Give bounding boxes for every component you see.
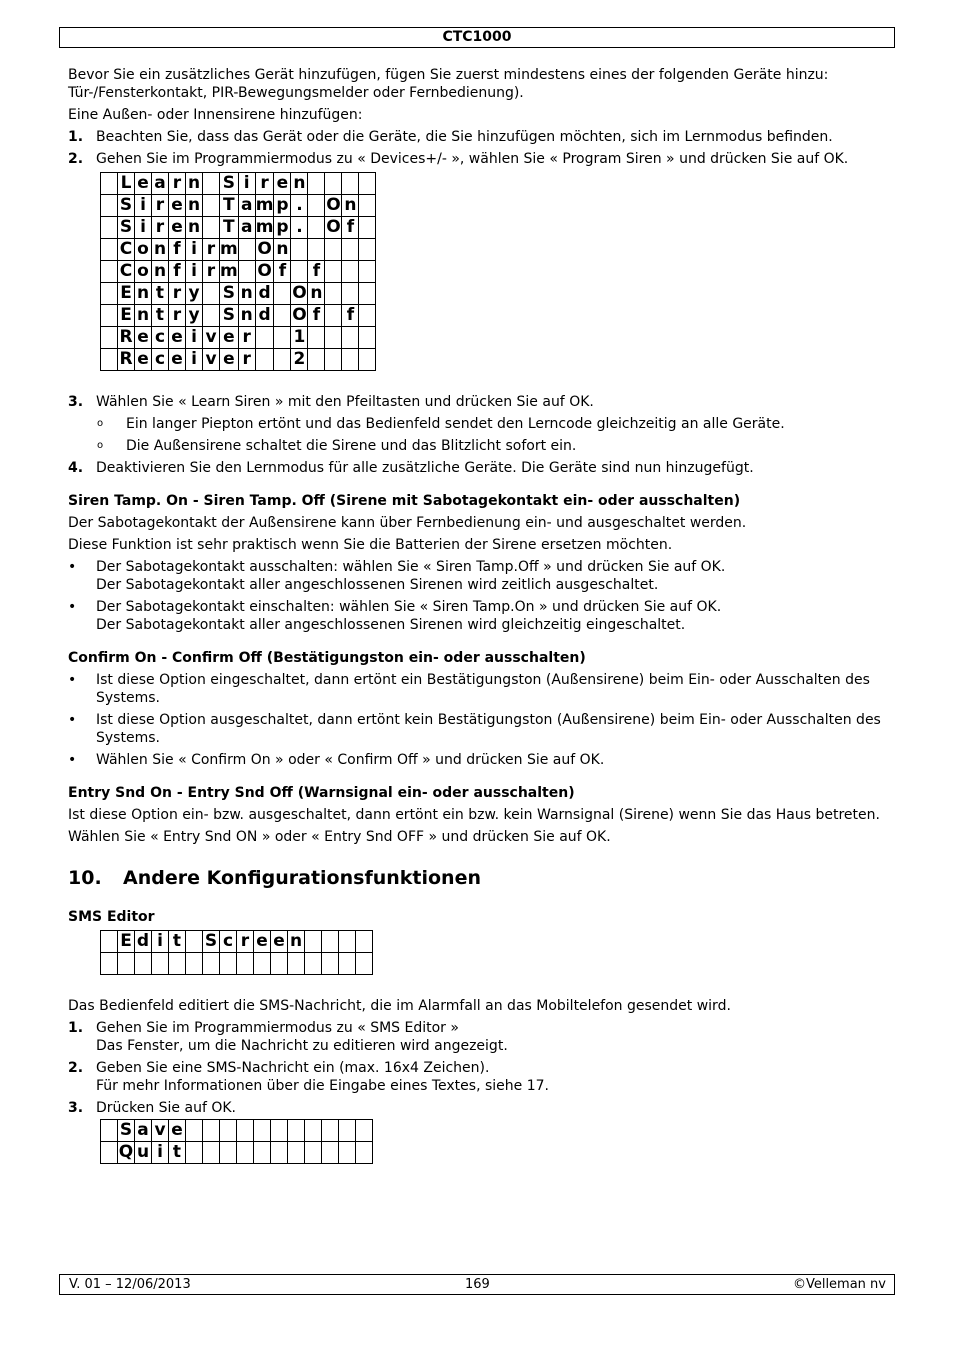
lcd-cell	[325, 349, 342, 371]
lcd-cell	[203, 173, 220, 195]
lcd-cell	[220, 953, 237, 975]
intro-paragraph: Bevor Sie ein zusätzliches Gerät hinzufügen, fügen Sie zuerst mindestens eines der folgenden Geräte hinzu: Tür-/Fensterkontakt, PIR-Bewegungsmelder oder Fernbedienung).	[68, 67, 829, 101]
step-item	[68, 1059, 888, 1095]
lcd-cell: c	[152, 349, 169, 371]
lcd-cell	[356, 953, 373, 975]
lcd-cell	[288, 1120, 305, 1142]
lcd-cell: n	[186, 173, 203, 195]
lcd-cell	[308, 217, 325, 239]
lcd-cell: m	[255, 195, 274, 215]
lcd-cell: r	[169, 173, 186, 195]
bullet-text: Wählen Sie « Confirm On » oder « Confirm Off » und drücken Sie auf OK.	[96, 752, 605, 768]
body-paragraph: Diese Funktion ist sehr praktisch wenn Sie die Batterien der Sirene ersetzen möchten.	[68, 537, 673, 553]
lcd-cell: t	[169, 931, 186, 953]
lcd-cell	[342, 173, 359, 195]
lcd-cell: n	[238, 305, 255, 327]
lcd-row	[101, 305, 376, 327]
lcd-cell: T	[220, 195, 239, 217]
lcd-cell: y	[186, 305, 203, 327]
lcd-cell: i	[152, 931, 169, 953]
lcd-cell: r	[238, 349, 255, 371]
bullet-text: Der Sabotagekontakt ausschalten: wählen Sie « Siren Tamp.Off » und drücken Sie auf OK.	[96, 559, 726, 575]
lcd-cell: n	[135, 283, 152, 305]
lcd-cell: e	[220, 327, 239, 349]
step-text: Deaktivieren Sie den Lernmodus für alle zusätzliche Geräte. Die Geräte sind nun hinzugefügt.	[96, 460, 754, 476]
lcd-cell	[342, 283, 359, 305]
lcd-cell	[101, 261, 118, 283]
step-number: 3.	[68, 394, 84, 410]
lcd-cell: E	[118, 931, 135, 953]
lcd-cell	[203, 195, 220, 217]
lcd-cell: f	[342, 217, 359, 239]
lcd-cell	[325, 239, 342, 261]
lcd-cell: v	[152, 1120, 169, 1142]
step-text: Drücken Sie auf OK.	[96, 1100, 236, 1116]
lcd-cell: C	[118, 239, 135, 261]
lcd-cell	[186, 1120, 203, 1142]
step-number: 4.	[68, 460, 84, 476]
lcd-cell: n	[291, 173, 308, 195]
lcd-cell	[288, 953, 305, 975]
step-item	[68, 393, 888, 411]
lcd-cell	[220, 1142, 237, 1164]
step-number: 3.	[68, 1100, 84, 1116]
bullet-item	[68, 671, 888, 707]
lcd-cell: r	[152, 217, 169, 239]
lcd-cell	[220, 1120, 237, 1142]
lcd-cell	[203, 283, 220, 305]
step-item	[68, 1099, 888, 1117]
step-text: Das Fenster, um die Nachricht zu editieren wird angezeigt.	[96, 1038, 508, 1054]
lcd-cell: f	[308, 261, 325, 283]
lcd-cell: e	[274, 173, 291, 195]
lcd-cell: T	[220, 217, 239, 239]
circle-bullet-icon: o	[97, 440, 104, 451]
lcd-cell: i	[186, 261, 203, 283]
lcd-cell: .	[291, 217, 308, 239]
lcd-cell	[322, 1142, 339, 1164]
lcd-cell: S	[118, 1120, 135, 1142]
lcd-display-save-quit	[100, 1119, 373, 1164]
lcd-cell	[203, 953, 220, 975]
lcd-cell	[118, 953, 135, 975]
step-text: Gehen Sie im Programmiermodus zu « Devices+/- », wählen Sie « Program Siren » und drücken Sie auf OK.	[96, 151, 849, 167]
lcd-cell: e	[169, 217, 186, 239]
lcd-cell	[342, 327, 359, 349]
lcd-cell	[359, 195, 376, 217]
lcd-cell: S	[118, 195, 135, 217]
lcd-cell: t	[152, 305, 169, 327]
lcd-cell	[271, 953, 288, 975]
lcd-cell	[342, 349, 359, 371]
chapter-number: 10.	[68, 867, 102, 889]
lcd-cell: O	[326, 195, 341, 215]
bullet-item	[68, 598, 888, 634]
lcd-cell	[254, 1120, 271, 1142]
lcd-cell: i	[135, 195, 152, 217]
lcd-cell	[274, 327, 291, 349]
lcd-cell	[359, 173, 376, 195]
lcd-cell: e	[169, 1120, 186, 1142]
bullet-text: Ist diese Option ausgeschaltet, dann ertönt kein Bestätigungston (Außensirene) beim Ein- oder Ausschalten des Systems.	[96, 712, 881, 746]
step-item	[68, 128, 888, 146]
lcd-cell	[288, 1142, 305, 1164]
bullet-icon: •	[68, 672, 77, 688]
lcd-cell: a	[152, 173, 169, 195]
bullet-icon: •	[68, 752, 77, 768]
lcd-cell: n	[152, 239, 169, 261]
lcd-cell	[359, 217, 376, 239]
lcd-cell	[325, 327, 342, 349]
lcd-cell: R	[119, 327, 133, 347]
lcd-cell	[255, 349, 274, 371]
lcd-cell	[274, 349, 291, 371]
step-number: 2.	[68, 1060, 84, 1076]
bullet-text: Der Sabotagekontakt aller angeschlossenen Sirenen wird gleichzeitig eingeschaltet.	[96, 617, 686, 633]
sub-item-text: Ein langer Piepton ertönt und das Bedienfeld sendet den Lerncode gleichzeitig an alle Geräte.	[126, 416, 785, 432]
lcd-row	[101, 1142, 373, 1164]
lcd-cell	[339, 1142, 356, 1164]
chapter-title: Andere Konfigurationsfunktionen	[123, 867, 481, 889]
lcd-cell: e	[169, 327, 186, 349]
lcd-cell: r	[238, 327, 255, 349]
lcd-cell	[101, 1142, 118, 1164]
lcd-cell: e	[135, 173, 152, 195]
lcd-cell	[325, 173, 342, 195]
lcd-cell: O	[255, 261, 274, 283]
section-heading-siren-tamper: Siren Tamp. On - Siren Tamp. Off (Sirene mit Sabotagekontakt ein- oder ausschalten)	[68, 493, 741, 509]
lcd-cell: S	[220, 283, 239, 305]
page-content	[68, 66, 888, 1164]
lcd-cell	[101, 327, 118, 349]
lcd-row	[101, 283, 376, 305]
lcd-cell: o	[135, 261, 152, 283]
lcd-cell: O	[326, 217, 341, 237]
lcd-row	[101, 953, 373, 975]
lcd-row	[101, 173, 376, 195]
lcd-cell: n	[135, 305, 152, 327]
lcd-cell: n	[288, 931, 305, 953]
lcd-cell	[274, 283, 291, 305]
lcd-cell: e	[254, 931, 271, 953]
lcd-cell	[359, 239, 376, 261]
lcd-cell: d	[135, 931, 152, 953]
lcd-cell: y	[186, 283, 203, 305]
lcd-cell: R	[119, 349, 133, 369]
lcd-cell	[152, 953, 169, 975]
step-text: Für mehr Informationen über die Eingabe eines Textes, siehe 17.	[96, 1078, 549, 1094]
lcd-cell	[186, 931, 203, 953]
lcd-cell	[305, 1142, 322, 1164]
lcd-cell	[101, 173, 118, 195]
lcd-cell	[339, 1120, 356, 1142]
lcd-cell	[359, 327, 376, 349]
lcd-cell	[291, 239, 308, 261]
lcd-row	[101, 261, 376, 283]
lcd-cell	[101, 283, 118, 305]
lcd-cell: n	[186, 217, 203, 239]
lcd-cell	[356, 931, 373, 953]
lcd-cell	[308, 327, 325, 349]
lcd-cell	[305, 953, 322, 975]
lcd-cell	[101, 931, 118, 953]
lcd-cell	[255, 327, 274, 349]
lcd-cell	[101, 953, 118, 975]
lcd-cell: O	[255, 239, 274, 261]
lcd-cell: n	[274, 239, 291, 261]
lcd-cell	[254, 953, 271, 975]
lcd-cell	[237, 953, 254, 975]
bullet-item	[68, 558, 888, 594]
step-text: Geben Sie eine SMS-Nachricht ein (max. 16x4 Zeichen).	[96, 1060, 490, 1076]
lcd-cell: c	[152, 327, 169, 349]
lcd-cell	[339, 931, 356, 953]
lcd-cell: d	[255, 283, 274, 305]
lcd-cell	[308, 173, 325, 195]
lcd-cell: a	[135, 1120, 152, 1142]
lcd-cell: p	[274, 195, 291, 217]
page-header: CTC1000	[59, 27, 895, 48]
bullet-text: Der Sabotagekontakt einschalten: wählen Sie « Siren Tamp.On » und drücken Sie auf OK.	[96, 599, 722, 615]
lcd-row	[101, 239, 376, 261]
page-number: 169	[465, 1277, 490, 1292]
lcd-cell	[308, 349, 325, 371]
lcd-cell: 2	[291, 349, 308, 371]
lcd-cell	[186, 1142, 203, 1164]
circle-bullet-icon: o	[97, 418, 104, 429]
lcd-cell: e	[169, 195, 186, 217]
lcd-cell	[274, 305, 291, 327]
lcd-cell: f	[342, 305, 359, 327]
lcd-cell	[325, 261, 342, 283]
lcd-cell: e	[271, 931, 288, 953]
lcd-cell: m	[220, 261, 238, 281]
step-text: Gehen Sie im Programmiermodus zu « SMS Editor »	[96, 1020, 459, 1036]
lcd-cell: d	[255, 305, 274, 327]
lcd-cell: n	[342, 195, 359, 217]
lcd-cell: r	[169, 305, 186, 327]
lcd-cell: 1	[291, 327, 308, 349]
lcd-cell: i	[152, 1142, 169, 1164]
lcd-cell: f	[308, 305, 325, 327]
lcd-cell	[203, 1120, 220, 1142]
body-paragraph: Das Bedienfeld editiert die SMS-Nachricht, die im Alarmfall an das Mobiltelefon gesendet wird.	[68, 998, 731, 1014]
lcd-row	[101, 327, 376, 349]
lcd-cell: e	[135, 349, 152, 371]
lcd-cell: S	[220, 173, 239, 195]
lcd-cell: e	[220, 349, 239, 371]
lcd-cell: a	[238, 195, 255, 217]
lcd-cell	[254, 1142, 271, 1164]
lcd-cell: L	[118, 173, 135, 195]
lcd-cell: r	[152, 195, 169, 217]
lcd-cell: r	[203, 261, 220, 283]
lcd-cell: r	[169, 283, 186, 305]
lcd-cell	[237, 1120, 254, 1142]
step-item	[68, 1019, 888, 1055]
body-paragraph: Ist diese Option ein- bzw. ausgeschaltet, dann ertönt ein bzw. kein Warnsignal (Sirene) wenn Sie das Haus betreten.	[68, 807, 880, 823]
lcd-cell	[325, 305, 342, 327]
body-paragraph: Der Sabotagekontakt der Außensirene kann über Fernbedienung ein- und ausgeschaltet werden.	[68, 515, 747, 531]
lcd-cell: e	[169, 349, 186, 371]
step-item	[68, 150, 888, 168]
lcd-row	[101, 195, 376, 217]
lcd-cell: o	[135, 239, 152, 261]
lcd-cell	[356, 1142, 373, 1164]
page-footer	[59, 1274, 895, 1295]
lcd-row	[101, 217, 376, 239]
lcd-row	[101, 931, 373, 953]
lcd-cell	[186, 953, 203, 975]
lcd-cell: a	[238, 217, 255, 239]
bullet-text: Ist diese Option eingeschaltet, dann ertönt ein Bestätigungston (Außensirene) beim Ein- oder Ausschalten des Systems.	[96, 672, 870, 706]
lcd-cell	[238, 239, 255, 261]
lcd-cell: r	[255, 173, 274, 195]
bullet-item	[68, 751, 888, 769]
sub-item	[96, 415, 888, 433]
lcd-cell	[308, 239, 325, 261]
lcd-cell	[291, 261, 308, 283]
lcd-cell: O	[292, 283, 307, 303]
lcd-cell: t	[152, 283, 169, 305]
lcd-cell	[237, 1142, 254, 1164]
lcd-cell	[305, 1120, 322, 1142]
sub-item-text: Die Außensirene schaltet die Sirene und das Blitzlicht sofort ein.	[126, 438, 577, 454]
footer-copyright: ©Velleman nv	[792, 1277, 886, 1292]
lcd-cell: i	[135, 217, 152, 239]
lcd-cell: S	[220, 305, 239, 327]
lcd-cell: O	[292, 305, 307, 325]
lcd-cell	[322, 953, 339, 975]
section-heading-sms-editor: SMS Editor	[68, 909, 155, 925]
lcd-cell	[359, 283, 376, 305]
lcd-cell	[101, 349, 118, 371]
lcd-display-edit-screen	[100, 930, 373, 975]
sub-item	[96, 437, 888, 455]
lcd-cell	[101, 1120, 118, 1142]
step-number: 1.	[68, 1020, 84, 1036]
lcd-cell	[203, 1142, 220, 1164]
lcd-cell: S	[203, 931, 220, 953]
section-heading-entry-sound: Entry Snd On - Entry Snd Off (Warnsignal ein- oder ausschalten)	[68, 785, 575, 801]
lcd-cell: n	[152, 261, 169, 283]
lcd-cell: u	[135, 1142, 152, 1164]
lcd-cell: f	[169, 239, 186, 261]
body-paragraph: Wählen Sie « Entry Snd ON » oder « Entry Snd OFF » und drücken Sie auf OK.	[68, 829, 611, 845]
lcd-cell: i	[238, 173, 255, 195]
bullet-icon: •	[68, 559, 77, 575]
lcd-cell	[101, 217, 118, 239]
lcd-row	[101, 1120, 373, 1142]
step-text: Beachten Sie, dass das Gerät oder die Geräte, die Sie hinzufügen möchten, sich im Lernmodus befinden.	[96, 129, 833, 145]
section-heading-confirm: Confirm On - Confirm Off (Bestätigungston ein- oder ausschalten)	[68, 650, 586, 666]
lcd-cell: n	[238, 283, 255, 305]
lcd-cell: C	[118, 261, 135, 283]
lcd-cell: Q	[118, 1142, 134, 1162]
lcd-cell: i	[186, 239, 203, 261]
footer-version: V. 01 – 12/06/2013	[69, 1277, 191, 1292]
lcd-cell	[271, 1142, 288, 1164]
bullet-icon: •	[68, 712, 77, 728]
lcd-cell: p	[274, 217, 291, 239]
chapter-heading	[68, 866, 888, 890]
lcd-cell: E	[118, 305, 135, 327]
lcd-cell: v	[203, 327, 220, 349]
lcd-display-siren-menu	[100, 172, 376, 371]
lcd-cell: n	[308, 283, 325, 305]
lcd-cell: m	[220, 239, 238, 259]
lcd-cell	[342, 239, 359, 261]
step-number: 1.	[68, 129, 84, 145]
lcd-cell	[339, 953, 356, 975]
bullet-text: Der Sabotagekontakt aller angeschlossenen Sirenen wird zeitlich ausgeschaltet.	[96, 577, 659, 593]
lcd-cell	[305, 931, 322, 953]
lcd-cell	[169, 953, 186, 975]
step-item	[68, 459, 888, 477]
lcd-cell: i	[186, 349, 203, 371]
lcd-cell	[342, 261, 359, 283]
bullet-item	[68, 711, 888, 747]
lcd-cell	[101, 239, 118, 261]
lcd-cell: .	[291, 195, 308, 217]
lcd-cell: S	[118, 217, 135, 239]
lcd-cell: e	[135, 327, 152, 349]
lcd-row	[101, 349, 376, 371]
lcd-cell: r	[203, 239, 220, 261]
lcd-cell	[308, 195, 325, 217]
lcd-cell	[359, 305, 376, 327]
bullet-icon: •	[68, 599, 77, 615]
lcd-cell: f	[169, 261, 186, 283]
lcd-cell: n	[186, 195, 203, 217]
lcd-cell: r	[237, 931, 254, 953]
lcd-cell	[203, 305, 220, 327]
lcd-cell	[322, 1120, 339, 1142]
step-text: Wählen Sie « Learn Siren » mit den Pfeiltasten und drücken Sie auf OK.	[96, 394, 594, 410]
lcd-cell	[238, 261, 255, 283]
lcd-cell	[322, 931, 339, 953]
lcd-cell	[101, 195, 118, 217]
lcd-cell: m	[255, 217, 274, 237]
lcd-cell	[359, 261, 376, 283]
lcd-cell	[359, 349, 376, 371]
lcd-cell	[271, 1120, 288, 1142]
lcd-cell	[101, 305, 118, 327]
lcd-cell: v	[203, 349, 220, 371]
step-number: 2.	[68, 151, 84, 167]
lcd-cell	[325, 283, 342, 305]
lcd-cell: t	[169, 1142, 186, 1164]
lcd-cell: f	[274, 261, 291, 283]
lcd-cell	[135, 953, 152, 975]
lcd-cell	[203, 217, 220, 239]
lcd-cell: i	[186, 327, 203, 349]
lcd-cell	[356, 1120, 373, 1142]
lcd-cell: E	[118, 283, 135, 305]
intro-paragraph: Eine Außen- oder Innensirene hinzufügen:	[68, 107, 363, 123]
lcd-cell: c	[220, 931, 237, 953]
